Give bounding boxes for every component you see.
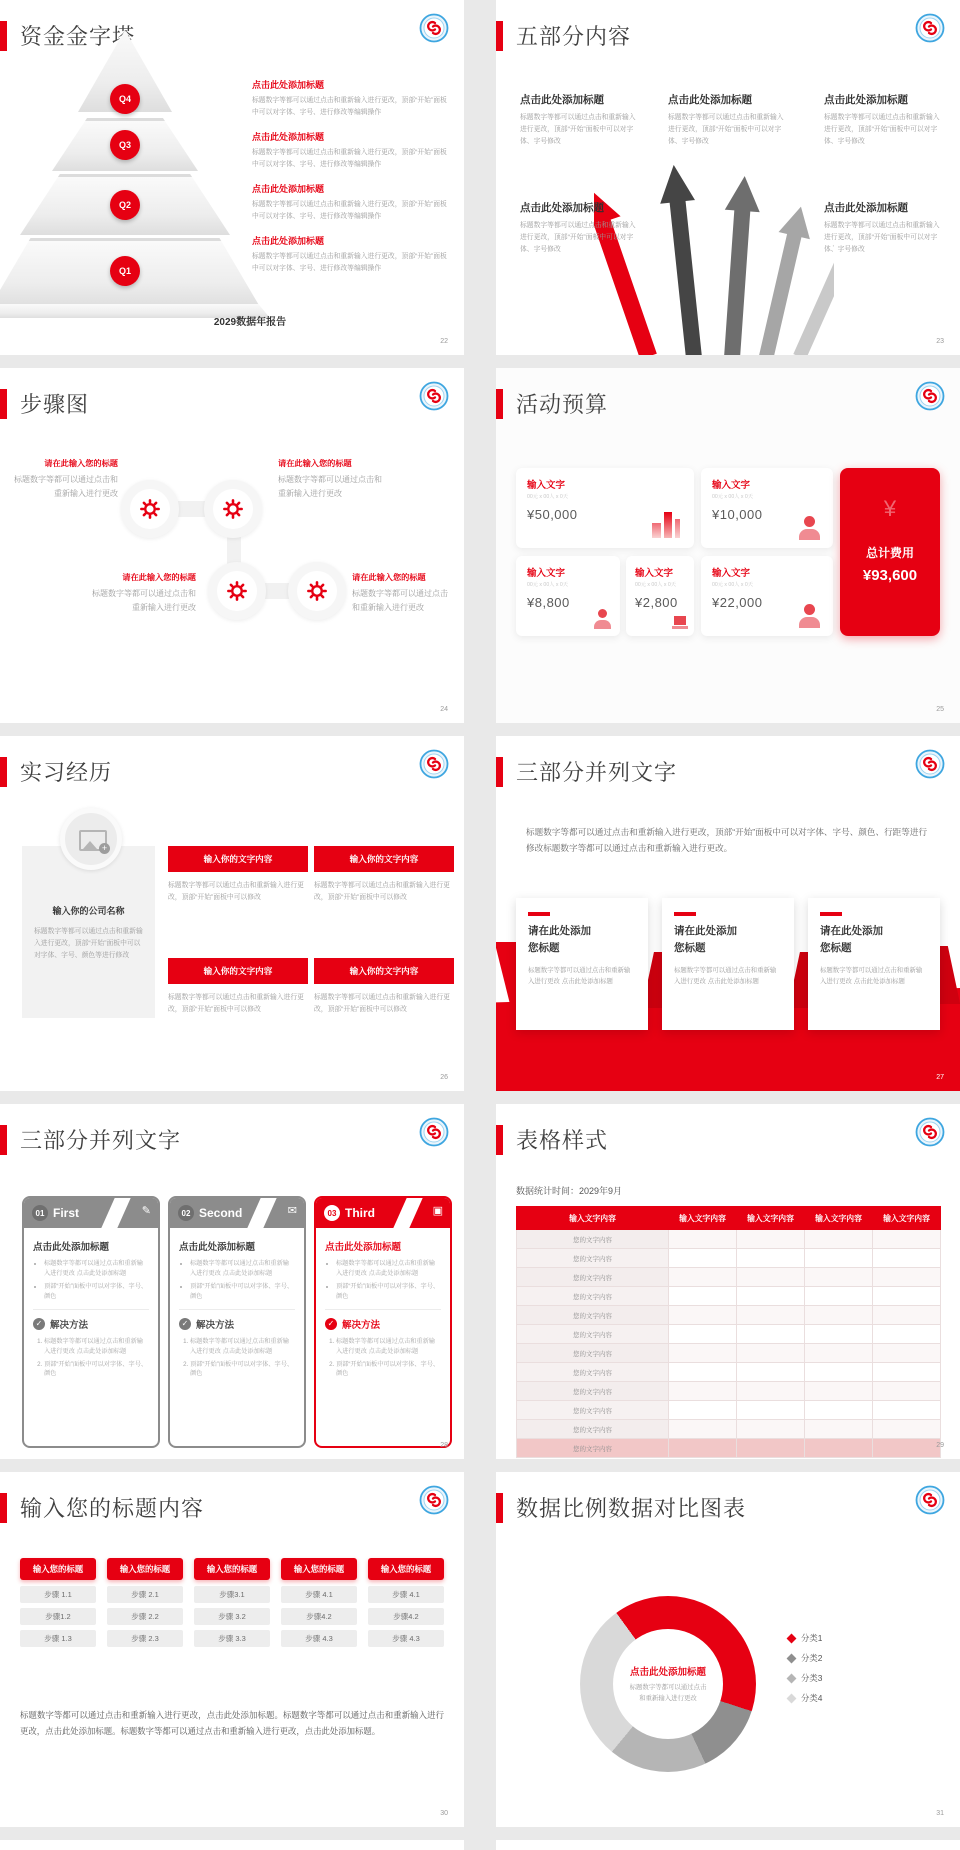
card-amount: ¥2,800 — [635, 595, 678, 610]
pyramid-graphic — [15, 22, 235, 322]
summary-paragraph: 标题数字等都可以通过点击和重新输入进行更改，点击此处添加标题。标题数字等都可以通过点击和重新输入进行更改，点击此处添加标题。标题数字等都可以通过点击和重新输入进行更改，点击此处添加标题。 — [20, 1710, 444, 1736]
step-node-4 — [288, 562, 346, 620]
slide-24-thumbnail[interactable] — [0, 368, 464, 723]
page-number: 25 — [936, 706, 944, 713]
company-panel — [22, 846, 155, 1018]
item-title: 点击此处添加标题 — [668, 94, 752, 106]
step-item-4 — [352, 572, 452, 616]
card-number: 03 — [324, 1205, 340, 1221]
solution-step: 2. 顶部“开始”面板中可以对字体、字号、颜色 — [336, 1360, 441, 1380]
stat-date: 数据统计时间：2029年9月 — [516, 1186, 623, 1196]
gear-icon — [226, 580, 248, 602]
title-accent-bar — [0, 389, 7, 419]
card-amount: ¥50,000 — [527, 507, 578, 522]
solution-label: 解决方法 — [196, 1319, 235, 1331]
item-body: 标题数字等都可以通过点击和重新输入进行更改 — [278, 475, 382, 499]
numbered-card-second — [168, 1196, 306, 1448]
person-icon — [799, 604, 821, 628]
table-row — [517, 1249, 941, 1268]
text-cell-3 — [168, 958, 308, 1016]
column-header: 输入文字内容 — [873, 1207, 941, 1230]
step-item-2 — [278, 458, 382, 502]
row-label: 您的文字内容 — [517, 1230, 669, 1249]
image-placeholder-circle — [60, 808, 122, 870]
item-body: 标题数字等都可以通过点击和重新输入进行更改 — [352, 589, 448, 613]
step-item-3 — [92, 572, 196, 616]
budget-card-2 — [701, 468, 833, 548]
budget-card-5 — [701, 556, 833, 636]
text-cell-1 — [168, 846, 308, 904]
cell-header: 输入你的文字内容 — [168, 846, 308, 872]
item-title: 点击此处添加标题 — [520, 202, 604, 214]
legend-item — [788, 1632, 822, 1644]
step-node-1 — [121, 480, 179, 538]
title-accent-bar — [496, 757, 503, 787]
table-row — [517, 1306, 941, 1325]
donut-chart — [580, 1596, 756, 1772]
legend-diamond-icon — [787, 1653, 797, 1663]
card-name: Second — [199, 1206, 243, 1220]
pyramid-item-3 — [252, 182, 450, 223]
upward-arrows-graphic — [594, 158, 834, 355]
item-body: 标题数字等都可以通过点击和重新输入进行更改，顶部“开始”面板中可以对字体、字号修改 — [824, 222, 940, 253]
badge-logo-icon — [419, 1117, 449, 1147]
card-bullet: • 顶部“开始”面板中可以对字体、字号、颜色 — [336, 1282, 441, 1302]
item-body: 标题数字等都可以通过点击和重新输入进行更改，顶部“开始”面板中可以对字体、字号、进行修改等编辑操作 — [252, 149, 447, 168]
card-body: 标题数字等都可以通过点击和重新输入进行更改 点击此处添加标题 — [820, 966, 923, 985]
item-body: 标题数字等都可以通过点击和重新输入进行更改，顶部“开始”面板中可以对字体、字号修改 — [824, 114, 940, 145]
check-icon: ✓ — [33, 1318, 45, 1330]
table-header-row — [517, 1207, 941, 1230]
item-body: 标题数字等都可以通过点击和重新输入进行更改，顶部“开始”面板中可以对字体、字号、进行修改等编辑操作 — [252, 97, 447, 116]
card-label: 输入文字 — [712, 568, 751, 579]
table-row — [517, 1401, 941, 1420]
item-body: 标题数字等都可以通过点击和重新输入进行更改 — [14, 475, 118, 499]
image-icon: ▣ — [432, 1205, 443, 1217]
slide-title: 三部分并列文字 — [516, 760, 678, 785]
title-accent-bar — [0, 21, 7, 51]
page-number: 30 — [440, 1810, 448, 1817]
title-accent-bar — [496, 389, 503, 419]
item-body: 标题数字等都可以通过点击和重新输入进行更改，顶部“开始”面板中可以对字体、字号、进行修改等编辑操作 — [252, 201, 447, 220]
step-item-1 — [14, 458, 118, 502]
slide-22-thumbnail[interactable] — [0, 0, 464, 355]
page-number: 28 — [440, 1442, 448, 1449]
pyramid-item-4 — [252, 234, 450, 275]
title-accent-bar — [0, 1125, 7, 1155]
table-row — [517, 1344, 941, 1363]
cell-body: 标题数字等都可以通过点击和重新输入进行更改，顶部“开始”面板中可以修改 — [168, 994, 304, 1013]
step-column-button-2: 输入您的标题 — [107, 1558, 183, 1580]
solution-step: 1. 标题数字等都可以通过点击和重新输入进行更改 点击此处添加标题 — [44, 1337, 149, 1357]
card-number: 01 — [32, 1205, 48, 1221]
column-header: 输入文字内容 — [737, 1207, 805, 1230]
item-title: 点击此处添加标题 — [824, 202, 908, 214]
step-column-button-1: 输入您的标题 — [20, 1558, 96, 1580]
step-node-3 — [208, 562, 266, 620]
solution-label: 解决方法 — [50, 1319, 89, 1331]
cell-body: 标题数字等都可以通过点击和重新输入进行更改，顶部“开始”面板中可以修改 — [168, 882, 304, 901]
card-bullet: • 顶部“开始”面板中可以对字体、字号、颜色 — [44, 1282, 149, 1302]
plus-icon: + — [99, 843, 110, 854]
row-label: 您的文字内容 — [517, 1382, 669, 1401]
card-bullet: • 标题数字等都可以通过点击和重新输入进行更改 点击此处添加标题 — [190, 1259, 295, 1279]
badge-logo-icon — [419, 1485, 449, 1515]
solution-step: 1. 标题数字等都可以通过点击和重新输入进行更改 点击此处添加标题 — [336, 1337, 441, 1357]
pyramid-item-1 — [252, 78, 450, 119]
step-cell: 步骤 2.2 — [107, 1608, 183, 1625]
report-caption: 2029数据年报告 — [213, 317, 287, 328]
badge-logo-icon — [915, 13, 945, 43]
parallel-card-2 — [662, 898, 794, 1030]
step-cell: 步骤 4.3 — [281, 1630, 357, 1647]
gear-icon — [139, 498, 161, 520]
total-label: 总计费用 — [865, 546, 914, 560]
cell-header: 输入你的文字内容 — [168, 958, 308, 984]
item-title: 点击此处添加标题 — [252, 132, 325, 142]
title-accent-bar — [496, 1125, 503, 1155]
badge-logo-icon — [915, 749, 945, 779]
row-label: 您的文字内容 — [517, 1401, 669, 1420]
page-number: 26 — [440, 1074, 448, 1081]
budget-card-3 — [516, 556, 620, 636]
pyramid-level-q3: Q3 — [110, 130, 140, 160]
badge-logo-icon — [419, 381, 449, 411]
step-cell: 步骤 4.3 — [368, 1630, 444, 1647]
legend-diamond-icon — [787, 1633, 797, 1643]
item-body: 标题数字等都可以通过点击和重新输入进行更改，顶部“开始”面板中可以对字体、字号修改 — [520, 222, 636, 253]
card-title: 请在此处添加您标题 — [820, 925, 883, 954]
card-sub: 00元 x 00人 x 0天 — [527, 582, 568, 588]
cell-header: 输入你的文字内容 — [314, 846, 454, 872]
card-label: 输入文字 — [527, 480, 566, 491]
slide-title: 资金金字塔 — [20, 24, 136, 49]
chart-legend — [788, 1632, 822, 1712]
next-slide-partial[interactable] — [0, 1840, 464, 1850]
item-title: 请在此输入您的标题 — [122, 573, 196, 582]
badge-logo-icon — [419, 749, 449, 779]
part-item-1 — [520, 92, 636, 148]
person-icon — [594, 609, 612, 629]
card-title: 请在此处添加您标题 — [528, 925, 591, 954]
card-amount: ¥10,000 — [712, 507, 763, 522]
solution-step: 2. 顶部“开始”面板中可以对字体、字号、颜色 — [44, 1360, 149, 1380]
step-cell: 步骤 1.3 — [20, 1630, 96, 1647]
card-amount: ¥8,800 — [527, 595, 570, 610]
card-name: Third — [345, 1206, 375, 1220]
pencil-icon: ✎ — [141, 1205, 151, 1217]
budget-card-1 — [516, 468, 694, 548]
table-row — [517, 1287, 941, 1306]
data-table — [516, 1206, 941, 1458]
row-label: 您的文字内容 — [517, 1363, 669, 1382]
item-title: 点击此处添加标题 — [520, 94, 604, 106]
legend-diamond-icon — [787, 1693, 797, 1703]
slide-title: 实习经历 — [20, 760, 113, 785]
page-number: 29 — [936, 1442, 944, 1449]
page-number: 27 — [936, 1074, 944, 1081]
page-number: 22 — [440, 338, 448, 345]
legend-label: 分类2 — [801, 1653, 823, 1663]
slide-29-thumbnail[interactable] — [496, 1104, 960, 1459]
slide-23-thumbnail[interactable] — [496, 0, 960, 355]
step-cell: 步骤3.1 — [194, 1586, 270, 1603]
check-icon: ✓ — [179, 1318, 191, 1330]
slide-31-thumbnail[interactable] — [496, 1472, 960, 1827]
column-header: 输入文字内容 — [805, 1207, 873, 1230]
step-column-button-5: 输入您的标题 — [368, 1558, 444, 1580]
pyramid-item-2 — [252, 130, 450, 171]
card-body: 标题数字等都可以通过点击和重新输入进行更改 点击此处添加标题 — [528, 966, 631, 985]
legend-label: 分类3 — [801, 1673, 823, 1683]
row-label: 您的文字内容 — [517, 1325, 669, 1344]
title-accent-bar — [0, 1493, 7, 1523]
cell-header: 输入你的文字内容 — [314, 958, 454, 984]
step-cell: 步骤 3.3 — [194, 1630, 270, 1647]
table-row — [517, 1382, 941, 1401]
slide-title: 五部分内容 — [516, 24, 632, 49]
table-row — [517, 1363, 941, 1382]
legend-item — [788, 1692, 822, 1704]
card-sub: 00元 x 00人 x 0天 — [712, 582, 753, 588]
pyramid-level-q2: Q2 — [110, 190, 140, 220]
item-title: 请在此输入您的标题 — [352, 573, 426, 582]
card-dash — [528, 912, 550, 916]
legend-label: 分类4 — [801, 1693, 823, 1703]
card-label: 输入文字 — [527, 568, 566, 579]
text-cell-4 — [314, 958, 454, 1016]
item-title: 点击此处添加标题 — [252, 184, 325, 194]
legend-item — [788, 1652, 822, 1664]
cell-body: 标题数字等都可以通过点击和重新输入进行更改，顶部“开始”面板中可以修改 — [314, 882, 450, 901]
table-row — [517, 1268, 941, 1287]
item-title: 点击此处添加标题 — [252, 80, 325, 90]
check-icon: ✓ — [325, 1318, 337, 1330]
column-header: 输入文字内容 — [517, 1207, 669, 1230]
total-cost-card — [840, 468, 940, 636]
row-label: 您的文字内容 — [517, 1249, 669, 1268]
row-label: 您的文字内容 — [517, 1306, 669, 1325]
row-label: 您的文字内容 — [517, 1439, 669, 1458]
donut-center-body: 标题数字等都可以通过点击和重新输入进行更改 — [629, 1683, 707, 1702]
slide-25-thumbnail[interactable] — [496, 368, 960, 723]
card-name: First — [53, 1206, 80, 1220]
card-dash — [820, 912, 842, 916]
table-row-highlighted — [517, 1439, 941, 1458]
solution-label: 解决方法 — [342, 1319, 381, 1331]
step-node-2 — [204, 480, 262, 538]
row-label: 您的文字内容 — [517, 1420, 669, 1439]
card-heading: 点击此处添加标题 — [325, 1242, 402, 1253]
row-label: 您的文字内容 — [517, 1268, 669, 1287]
item-body: 标题数字等都可以通过点击和重新输入进行更改，顶部“开始”面板中可以对字体、字号修改 — [668, 114, 784, 145]
table-row — [517, 1230, 941, 1249]
card-sub: 00元 x 00人 x 0天 — [635, 582, 676, 588]
table-row — [517, 1420, 941, 1439]
step-cell: 步骤4.2 — [281, 1608, 357, 1625]
donut-center — [613, 1629, 723, 1739]
row-label: 您的文字内容 — [517, 1344, 669, 1363]
step-cell: 步骤 4.1 — [281, 1586, 357, 1603]
title-accent-bar — [496, 21, 503, 51]
slide-title: 数据比例数据对比图表 — [516, 1496, 747, 1521]
step-cell: 步骤 2.3 — [107, 1630, 183, 1647]
item-title: 点击此处添加标题 — [824, 94, 908, 106]
step-cell: 步骤4.2 — [368, 1608, 444, 1625]
card-title: 请在此处添加您标题 — [674, 925, 737, 954]
next-slide-partial[interactable] — [496, 1840, 960, 1850]
pyramid-level-q1: Q1 — [110, 256, 140, 286]
cell-body: 标题数字等都可以通过点击和重新输入进行更改，顶部“开始”面板中可以修改 — [314, 994, 450, 1013]
card-amount: ¥22,000 — [712, 595, 763, 610]
budget-card-4 — [626, 556, 694, 636]
badge-logo-icon — [915, 1117, 945, 1147]
laptop-icon — [672, 616, 688, 629]
item-title: 请在此输入您的标题 — [278, 459, 352, 468]
slide-title: 活动预算 — [516, 392, 609, 417]
card-bullet: • 顶部“开始”面板中可以对字体、字号、颜色 — [190, 1282, 295, 1302]
company-name: 输入你的公司名称 — [52, 906, 125, 916]
card-heading: 点击此处添加标题 — [33, 1242, 110, 1253]
total-value: ¥93,600 — [862, 567, 918, 584]
solution-step: 2. 顶部“开始”面板中可以对字体、字号、颜色 — [190, 1360, 295, 1380]
slide-30-thumbnail[interactable] — [0, 1472, 464, 1827]
title-accent-bar — [496, 1493, 503, 1523]
part-item-3 — [824, 92, 940, 148]
card-number: 02 — [178, 1205, 194, 1221]
badge-logo-icon — [915, 381, 945, 411]
step-column-button-4: 输入您的标题 — [281, 1558, 357, 1580]
card-sub: 00元 x 00人 x 0天 — [527, 494, 568, 500]
part-item-2 — [668, 92, 790, 148]
step-column-button-3: 输入您的标题 — [194, 1558, 270, 1580]
slide-26-thumbnail[interactable] — [0, 736, 464, 1091]
card-label: 输入文字 — [635, 568, 674, 579]
legend-label: 分类1 — [801, 1633, 823, 1643]
step-cell: 步骤 2.1 — [107, 1586, 183, 1603]
parallel-card-3 — [808, 898, 940, 1030]
slide-27-thumbnail[interactable] — [496, 736, 960, 1091]
part-item-4 — [520, 200, 636, 256]
step-cell: 步骤 1.1 — [20, 1586, 96, 1603]
card-label: 输入文字 — [712, 480, 751, 491]
step-cell: 步骤 4.1 — [368, 1586, 444, 1603]
slide-28-thumbnail[interactable] — [0, 1104, 464, 1459]
company-body: 标题数字等都可以通过点击和重新输入进行更改，顶部“开始”面板中可以对字体、字号、颜色等进行修改 — [34, 928, 143, 959]
badge-logo-icon — [419, 13, 449, 43]
card-bullet: • 标题数字等都可以通过点击和重新输入进行更改 点击此处添加标题 — [336, 1259, 441, 1279]
intro-paragraph: 标题数字等都可以通过点击和重新输入进行更改，顶部“开始”面板中可以对字体、字号、颜色、行距等进行修改标题数字等都可以通过点击和重新输入进行更改。 — [526, 827, 928, 854]
part-item-5 — [824, 200, 940, 256]
item-body: 标题数字等都可以通过点击和重新输入进行更改，顶部“开始”面板中可以对字体、字号、进行修改等编辑操作 — [252, 253, 447, 272]
card-heading: 点击此处添加标题 — [179, 1242, 256, 1253]
numbered-card-first — [22, 1196, 160, 1448]
gear-icon — [306, 580, 328, 602]
gear-icon — [222, 498, 244, 520]
person-icon — [799, 516, 821, 540]
slide-title: 表格样式 — [516, 1128, 609, 1153]
slide-title: 三部分并列文字 — [20, 1128, 182, 1153]
legend-item — [788, 1672, 822, 1684]
step-cell: 步骤 3.2 — [194, 1608, 270, 1625]
slide-title: 输入您的标题内容 — [20, 1496, 205, 1521]
row-label: 您的文字内容 — [517, 1287, 669, 1306]
badge-logo-icon — [915, 1485, 945, 1515]
item-title: 点击此处添加标题 — [252, 236, 325, 246]
page-number: 31 — [936, 1810, 944, 1817]
donut-center-title: 点击此处添加标题 — [629, 1666, 706, 1678]
slide-title: 步骤图 — [20, 392, 90, 417]
table-row — [517, 1325, 941, 1344]
page-number: 23 — [936, 338, 944, 345]
coins-icon: ¥ — [883, 496, 897, 521]
card-sub: 00元 x 00人 x 0天 — [712, 494, 753, 500]
title-accent-bar — [0, 757, 7, 787]
buildings-icon — [652, 512, 680, 538]
card-dash — [674, 912, 696, 916]
item-body: 标题数字等都可以通过点击和重新输入进行更改，顶部“开始”面板中可以对字体、字号修改 — [520, 114, 636, 145]
parallel-card-1 — [516, 898, 648, 1030]
numbered-card-third — [314, 1196, 452, 1448]
column-header: 输入文字内容 — [669, 1207, 737, 1230]
envelope-icon: ✉ — [287, 1205, 297, 1217]
card-body: 标题数字等都可以通过点击和重新输入进行更改 点击此处添加标题 — [674, 966, 777, 985]
pyramid-level-q4: Q4 — [110, 84, 140, 114]
item-title: 请在此输入您的标题 — [44, 459, 118, 468]
card-bullet: • 标题数字等都可以通过点击和重新输入进行更改 点击此处添加标题 — [44, 1259, 149, 1279]
page-number: 24 — [440, 706, 448, 713]
solution-step: 1. 标题数字等都可以通过点击和重新输入进行更改 点击此处添加标题 — [190, 1337, 295, 1357]
text-cell-2 — [314, 846, 454, 904]
item-body: 标题数字等都可以通过点击和重新输入进行更改 — [92, 589, 196, 613]
legend-diamond-icon — [787, 1673, 797, 1683]
step-cell: 步骤1.2 — [20, 1608, 96, 1625]
